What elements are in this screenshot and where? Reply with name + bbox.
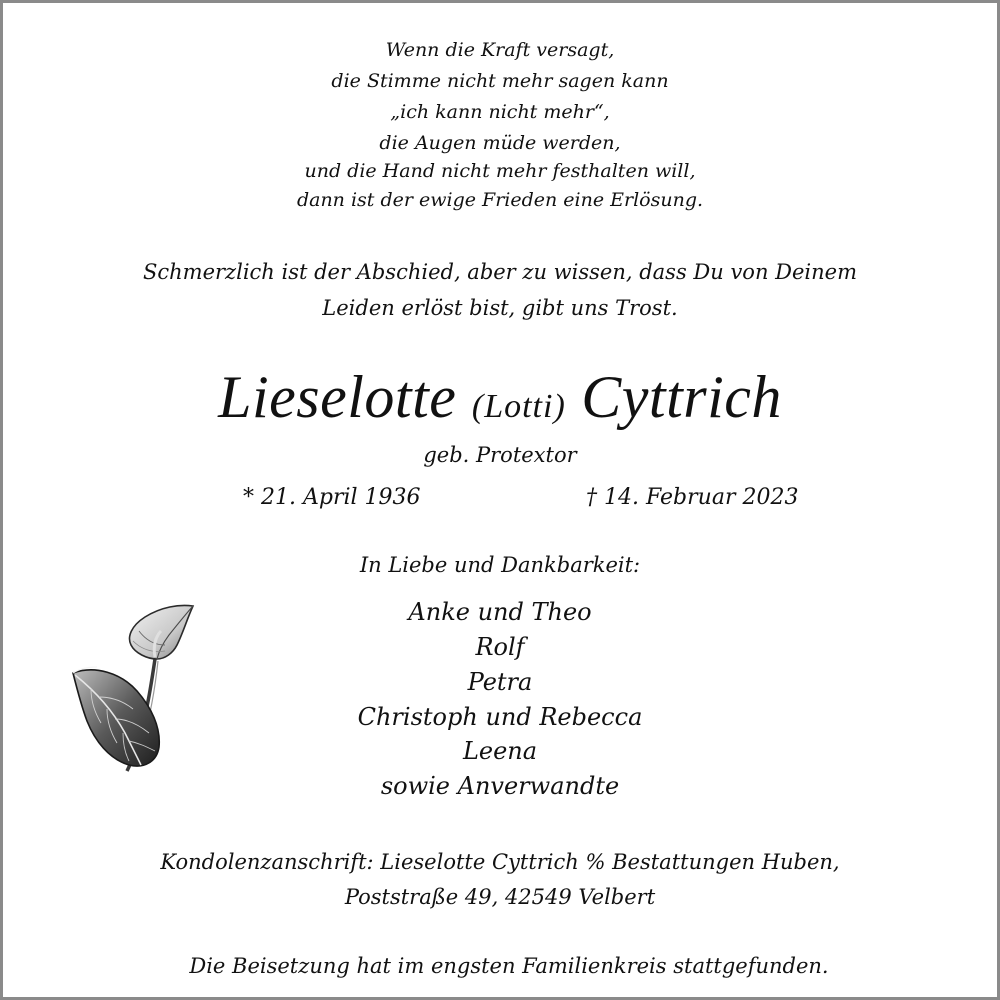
mourner: Christoph und Rebecca <box>357 703 643 731</box>
birth-date: * 21. April 1936 <box>243 485 421 510</box>
mourner: Rolf <box>475 633 525 661</box>
mourner: Anke und Theo <box>408 598 592 626</box>
poem-line: dann ist der ewige Frieden eine Erlösung. <box>296 189 704 211</box>
maiden-name: geb. Protextor <box>423 443 577 467</box>
mourner: Petra <box>467 668 533 696</box>
mourner: sowie Anverwandte <box>380 772 620 800</box>
condolence-address-line: Poststraße 49, 42549 Velbert <box>344 885 656 909</box>
poem-line: Wenn die Kraft versagt, <box>385 39 615 61</box>
deceased-name <box>3 364 997 430</box>
poem-line: die Stimme nicht mehr sagen kann <box>331 70 669 92</box>
burial-note: Die Beisetzung hat im engsten Familienkreis stattgefunden. <box>189 954 829 978</box>
calla-lily-icon <box>69 601 203 773</box>
condolence-address-line: Kondolenzanschrift: Lieselotte Cyttrich % Bestattungen Huben, <box>160 850 840 874</box>
poem-line: „ich kann nicht mehr“, <box>390 101 610 123</box>
mourner: Leena <box>462 737 538 765</box>
nickname: (Lotti) <box>471 388 566 425</box>
first-name: Lieselotte <box>218 364 457 430</box>
poem-line: die Augen müde werden, <box>379 132 621 154</box>
poem-line: und die Hand nicht mehr festhalten will, <box>304 160 696 182</box>
consolation-line: Leiden erlöst bist, gibt uns Trost. <box>322 296 678 320</box>
mourners-intro: In Liebe und Dankbarkeit: <box>359 553 641 577</box>
consolation-line: Schmerzlich ist der Abschied, aber zu wissen, dass Du von Deinem <box>142 260 857 284</box>
death-date: † 14. Februar 2023 <box>586 485 799 510</box>
last-name: Cyttrich <box>581 364 782 430</box>
